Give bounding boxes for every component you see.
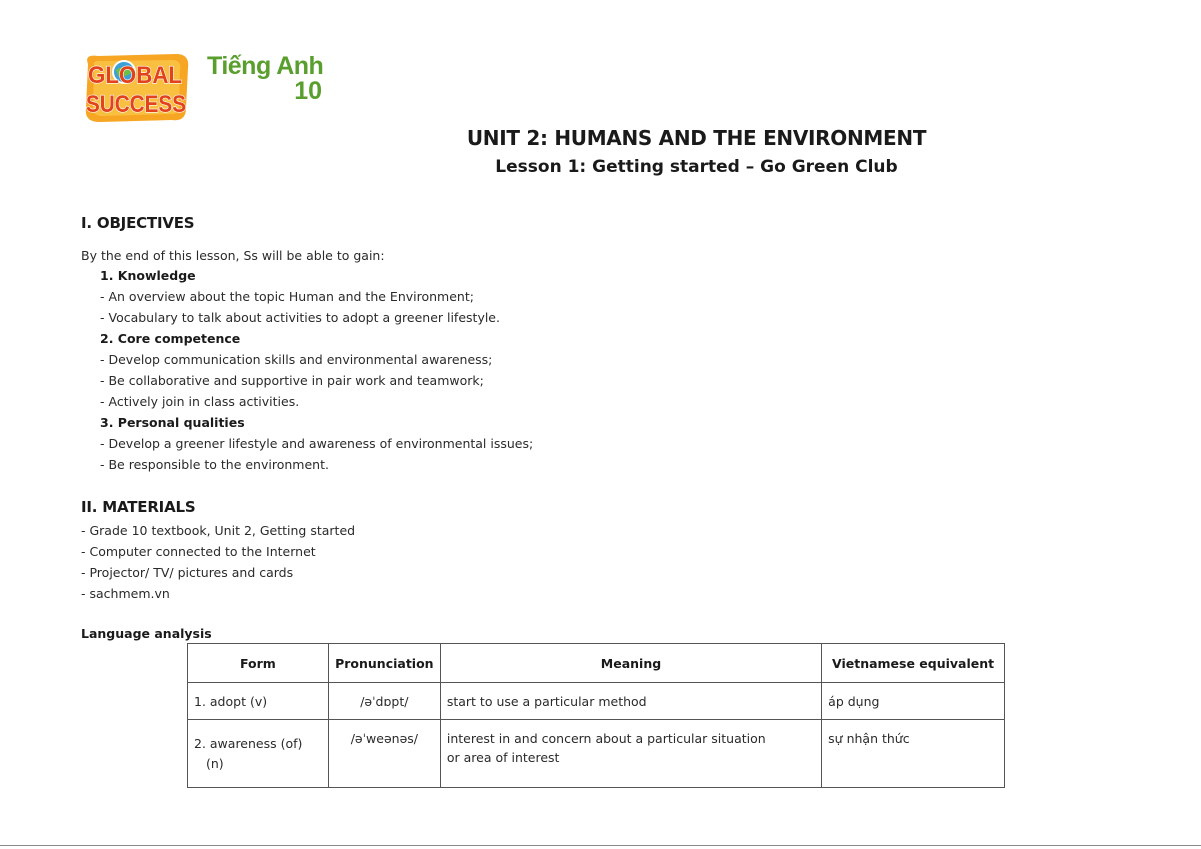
knowledge-item: - An overview about the topic Human and the Environment; xyxy=(100,289,474,304)
lesson-title: Lesson 1: Getting started – Go Green Club xyxy=(495,157,898,177)
language-analysis-table xyxy=(187,643,1005,788)
objectives-intro: By the end of this lesson, Ss will be able to gain: xyxy=(81,248,385,263)
logo-grade: 10 xyxy=(294,77,322,105)
cell-meaning xyxy=(440,720,821,788)
materials-item: - Projector/ TV/ pictures and cards xyxy=(81,565,294,580)
objectives-heading: I. OBJECTIVES xyxy=(81,214,195,232)
core-item: - Be collaborative and supportive in pair work and teamwork; xyxy=(100,373,484,388)
logo xyxy=(80,50,330,125)
unit-title: UNIT 2: HUMANS AND THE ENVIRONMENT xyxy=(466,126,927,150)
logo-line2: SUCCESS xyxy=(86,91,186,118)
logo-line1: GLOBAL xyxy=(88,62,182,89)
page-bottom-rule xyxy=(0,845,1201,846)
form-text-cont: (n) xyxy=(206,755,224,771)
core-item: - Develop communication skills and environmental awareness; xyxy=(100,352,493,367)
cell-pronunciation: /əˈdɒpt/ xyxy=(328,683,440,720)
cell-form xyxy=(188,683,329,720)
meaning-text-cont: or area of interest xyxy=(446,750,560,765)
knowledge-item: - Vocabulary to talk about activities to adopt a greener lifestyle. xyxy=(100,310,500,325)
materials-item: - Computer connected to the Internet xyxy=(81,544,316,559)
cell-pronunciation: /əˈweənəs/ xyxy=(328,720,440,788)
personal-item: - Be responsible to the environment. xyxy=(100,457,329,472)
language-analysis-label: Language analysis xyxy=(81,626,212,641)
header-form: Form xyxy=(188,644,329,683)
logo-wordmark xyxy=(207,54,327,104)
logo-tieng-anh: Tiếng Anh xyxy=(207,52,324,80)
core-competence-title: 2. Core competence xyxy=(100,331,241,346)
personal-item: - Develop a greener lifestyle and awareness of environmental issues; xyxy=(100,436,534,451)
cell-meaning: start to use a particular method xyxy=(440,683,821,720)
cell-vietnamese: sự nhận thức xyxy=(822,720,1005,788)
form-text: 2. awareness (of) xyxy=(194,735,303,751)
table-header-row xyxy=(188,644,1005,683)
header-pronunciation: Pronunciation xyxy=(328,644,440,683)
materials-item: - Grade 10 textbook, Unit 2, Getting started xyxy=(81,523,356,538)
cell-vietnamese: áp dụng xyxy=(822,683,1005,720)
core-item: - Actively join in class activities. xyxy=(100,394,300,409)
cell-form xyxy=(188,720,329,788)
table-row xyxy=(188,683,1005,720)
table-row xyxy=(188,720,1005,788)
knowledge-title: 1. Knowledge xyxy=(100,268,196,283)
header-vietnamese: Vietnamese equivalent xyxy=(822,644,1005,683)
form-text: 1. adopt (v) xyxy=(194,693,268,709)
global-success-logo-icon xyxy=(80,50,192,125)
meaning-text: interest in and concern about a particular situation xyxy=(446,731,766,746)
materials-heading: II. MATERIALS xyxy=(81,498,196,516)
header-meaning: Meaning xyxy=(440,644,821,683)
materials-item: - sachmem.vn xyxy=(81,586,170,601)
personal-qualities-title: 3. Personal qualities xyxy=(100,415,245,430)
